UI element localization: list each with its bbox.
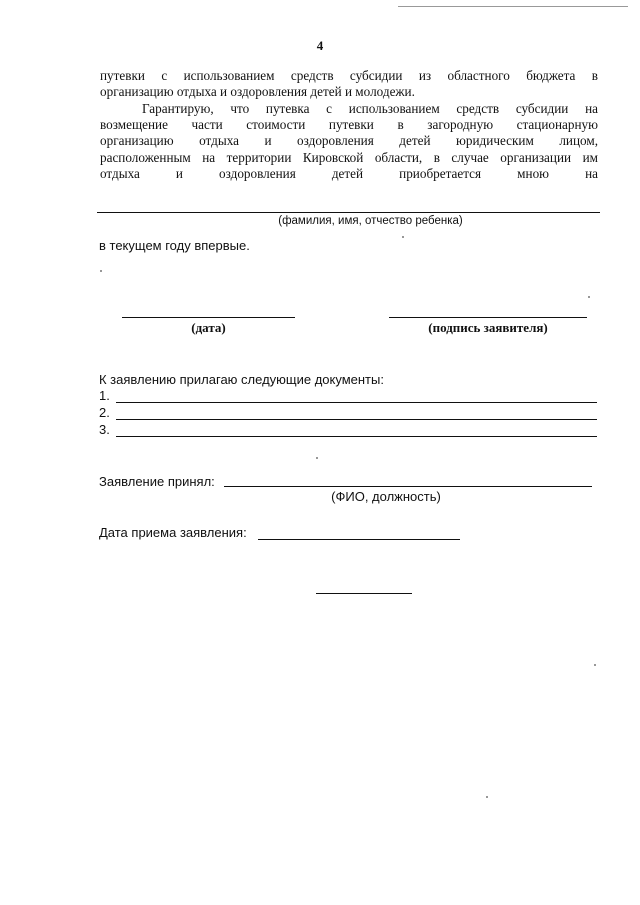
document-item-number: 1. bbox=[99, 388, 110, 403]
documents-label: К заявлению прилагаю следующие документы: bbox=[99, 372, 384, 387]
first-time-text: в текущем году впервые. bbox=[99, 238, 250, 253]
signature-caption: (подпись заявителя) bbox=[428, 320, 548, 335]
signature-line[interactable] bbox=[389, 317, 587, 318]
text-line: Гарантирую, что путевка с использованием средств субсидии на bbox=[142, 101, 598, 116]
document-item-line[interactable] bbox=[116, 402, 597, 403]
text-line: организацию отдыха и оздоровления детей юридическим лицом, bbox=[100, 133, 598, 149]
text-line: отдыха и оздоровления детей приобретается мною на bbox=[100, 165, 598, 181]
text-line: возмещение части стоимости путевки в загородную стационарную bbox=[100, 117, 598, 133]
scan-speck bbox=[594, 664, 596, 666]
scan-speck bbox=[316, 457, 318, 459]
document-item-line[interactable] bbox=[116, 419, 597, 420]
scan-speck bbox=[486, 796, 488, 798]
closing-rule bbox=[316, 593, 412, 594]
scan-artifact bbox=[398, 6, 628, 7]
text-line: расположенным на территории Кировской области, в случае организации им bbox=[100, 149, 598, 165]
child-name-caption: (фамилия, имя, отчество ребенка) bbox=[278, 215, 463, 227]
date-line[interactable] bbox=[122, 317, 295, 318]
page-number: 4 bbox=[316, 38, 324, 53]
paragraph-guarantee bbox=[100, 101, 598, 182]
scan-speck bbox=[402, 236, 404, 238]
paragraph-intro bbox=[100, 68, 598, 100]
accepted-line[interactable] bbox=[224, 486, 592, 487]
child-name-line[interactable] bbox=[97, 212, 600, 213]
document-item-number: 2. bbox=[99, 405, 110, 420]
text-line: путевки с использованием средств субсидии из областного бюджета в bbox=[100, 68, 598, 83]
accept-date-line[interactable] bbox=[258, 539, 460, 540]
document-item-line[interactable] bbox=[116, 436, 597, 437]
scan-speck bbox=[588, 296, 590, 298]
document-item-number: 3. bbox=[99, 422, 110, 437]
accept-date-label: Дата приема заявления: bbox=[99, 525, 247, 540]
accepted-caption: (ФИО, должность) bbox=[331, 489, 441, 504]
scan-speck bbox=[100, 270, 102, 272]
accepted-label: Заявление принял: bbox=[99, 474, 215, 489]
date-caption: (дата) bbox=[191, 320, 226, 335]
text-line: организацию отдыха и оздоровления детей и молодежи. bbox=[100, 84, 415, 100]
